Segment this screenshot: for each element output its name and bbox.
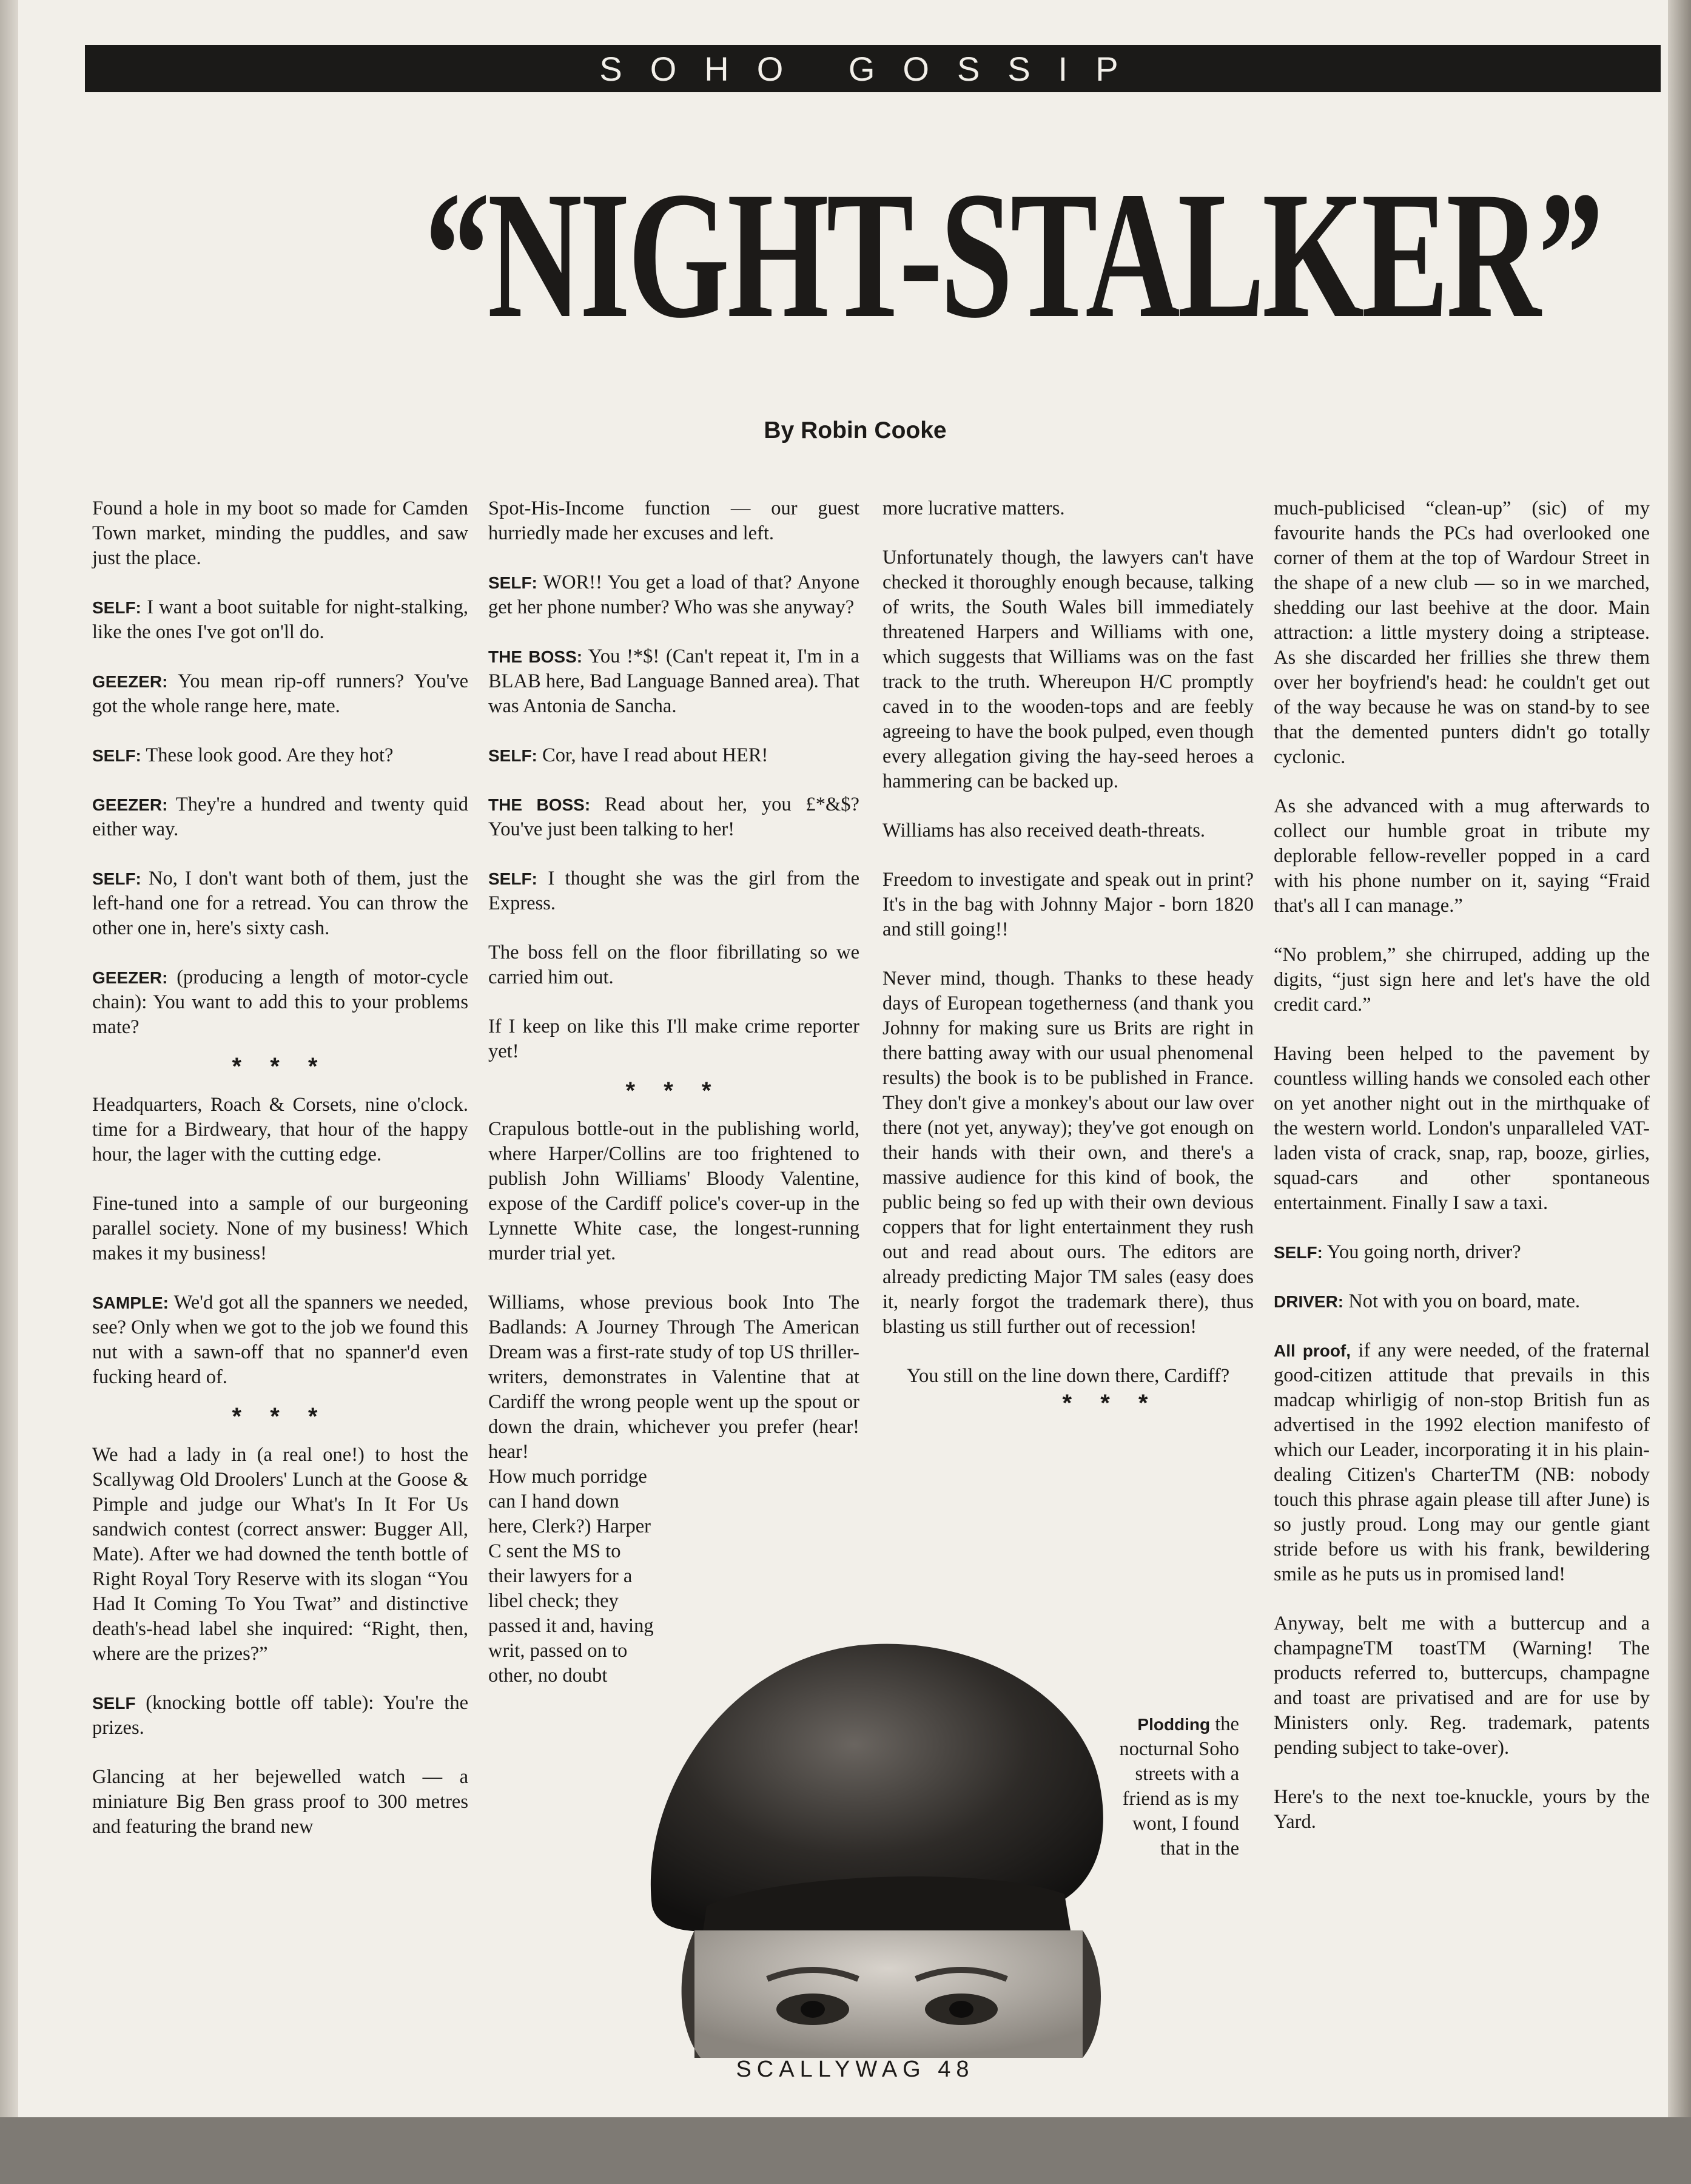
dialogue-line [92, 1290, 468, 1390]
column-1 [92, 496, 468, 1864]
dialogue-line [488, 570, 859, 620]
column-4 [1274, 496, 1650, 1859]
dialogue-text: Cor, have I read about HER! [537, 744, 768, 766]
speaker-label: SELF [92, 1694, 136, 1713]
speaker-label: THE BOSS: [488, 795, 591, 814]
speaker-label: SELF: [488, 746, 537, 765]
paragraph: Fine-tuned into a sample of our burgeoning parallel society. None of my business! Which makes it my business! [92, 1193, 468, 1264]
section-divider-stars: * * * [625, 1077, 722, 1104]
paragraph: Found a hole in my boot so made for Camden Town market, minding the puddles, and saw just the place. [92, 497, 468, 569]
paragraph: “No problem,” she chirruped, adding up the digits, “just sign here and let's have the old credit card.” [1274, 944, 1650, 1016]
paragraph: Anyway, belt me with a buttercup and a champagneTM toastTM (Warning! The products referred to, buttercups, champagne and toast are privatised and are for use by Ministers only. Reg. trademark, patents pending subject to take-over). [1274, 1613, 1650, 1759]
paragraph-wrapped-around-photo: How much porridge can I hand down here, Clerk?) Harper C sent the MS to their lawyers for a libel check; they passed it and, having writ, passed on to other, no doubt [488, 1466, 654, 1687]
speaker-label: Plodding [1137, 1715, 1211, 1734]
section-divider-stars: * * * [232, 1053, 329, 1080]
dialogue-text: You !*$! (Can't repeat it, I'm in a BLAB here, Bad Language Banned area). That was Antonia de Sancha. [488, 645, 859, 717]
paragraph: Here's to the next toe-knuckle, yours by the Yard. [1274, 1786, 1650, 1833]
dialogue-text: WOR!! You get a load of that? Anyone get her phone number? Who was she anyway? [488, 571, 859, 618]
paragraph: Never mind, though. Thanks to these heady days of European togetherness (and thank you Johnny for making sure us Brits are right in there batting away with our usual phenomenal results) the book is to be published in France. They don't give a monkey's about our law over there (not yet, anyway); they've got enough on their hands with their own, and there's a massive audience for this kind of book, the public being so fed up with their own devious coppers that for light entertainment they rush out and read about ours. The editors are already predicting Major TM sales (easy does it, nearly forgot the trademark there), thus blasting us still further out of recession! [882, 968, 1254, 1338]
photo-caption [1107, 1712, 1239, 1861]
speaker-label: SELF: [488, 573, 537, 592]
dialogue-text: We'd got all the spanners we needed, see? Only when we got to the job we found this nut with a sawn-off that no spanner'd even fucking heard of. [92, 1292, 468, 1388]
page-gutter [0, 0, 18, 2184]
speaker-label: SELF: [92, 598, 141, 617]
column-2 [488, 496, 859, 1713]
dialogue-text: I thought she was the girl from the Express. [488, 868, 859, 914]
dialogue-text: Read about her, you £*&$? You've just been talking to her! [488, 794, 859, 840]
paragraph-text: if any were needed, of the fraternal good-citizen attitude that prevails in this madcap whirligig of non-stop British fun as advertised in the 1992 election manifesto of which our Leader, incorporating it in his plain-dealing Citizen's CharterTM (NB: nobody touch this phrase again please till after June) is so justly proud. Long may our gentle giant stride before us with his frank, bewildering smile as he puts us in promised land! [1274, 1340, 1650, 1585]
paragraph: Glancing at her bejewelled watch — a miniature Big Ben grass proof to 300 metres and featuring the brand new [92, 1766, 468, 1838]
speaker-label: THE BOSS: [488, 647, 583, 666]
dialogue-line [1274, 1240, 1650, 1265]
dialogue-line [488, 792, 859, 842]
dialogue-text: They're a hundred and twenty quid either way. [92, 794, 468, 840]
page-binding-shadow [1668, 0, 1691, 2184]
paragraph: Williams, whose previous book Into The Badlands: A Journey Through The American Dream was a first-rate study of top US thriller-writers, demonstrates in Valentine that at Cardiff the wrong people went up the spout or down the drain, whichever you prefer (hear! hear! [488, 1292, 859, 1463]
dialogue-line [92, 669, 468, 719]
column-3 [882, 496, 1254, 1429]
dialogue-line [92, 595, 468, 645]
photo-illustration [603, 1591, 1125, 2058]
dialogue-text: These look good. Are they hot? [141, 744, 394, 766]
dialogue-line [92, 1691, 468, 1741]
speaker-label: SELF: [92, 869, 141, 888]
dialogue-line [488, 644, 859, 719]
scan-background [0, 2117, 1691, 2184]
dialogue-line [488, 866, 859, 916]
speaker-label: GEEZER: [92, 672, 168, 691]
paragraph: The boss fell on the floor fibrillating so we carried him out. [488, 942, 859, 988]
dialogue-line [92, 792, 468, 842]
caption-text: the nocturnal Soho streets with a friend as is my wont, I found that in the [1119, 1713, 1239, 1859]
dialogue-line [1274, 1289, 1650, 1314]
section-title: SOHO GOSSIP [599, 49, 1146, 88]
dialogue-text: (knocking bottle off table): You're the prizes. [92, 1692, 468, 1739]
dialogue-text: (producing a length of motor-cycle chain): You want to add this to your problems mate? [92, 966, 468, 1038]
speaker-label: SAMPLE: [92, 1293, 169, 1312]
speaker-label: DRIVER: [1274, 1292, 1344, 1311]
lead-in-label: All proof, [1274, 1341, 1351, 1360]
speaker-label: GEEZER: [92, 795, 168, 814]
dialogue-text: You mean rip-off runners? You've got the whole range here, mate. [92, 670, 468, 717]
dialogue-text: Not with you on board, mate. [1343, 1290, 1581, 1312]
speaker-label: GEEZER: [92, 968, 168, 987]
cap-wearing-man-photo [603, 1591, 1125, 2058]
headline: “NIGHT-STALKER” [425, 154, 1601, 356]
paragraph: Freedom to investigate and speak out in print? It's in the bag with Johnny Major - born 1820 and still going!! [882, 869, 1254, 940]
dialogue-line [92, 743, 468, 768]
section-banner [85, 45, 1661, 92]
speaker-label: SELF: [488, 869, 537, 888]
speaker-label: SELF: [1274, 1243, 1323, 1262]
paragraph: We had a lady in (a real one!) to host the Scallywag Old Droolers' Lunch at the Goose & Pimple and judge our What's In It For Us sandwich contest (correct answer: Bugger All, Mate). After we had downed the tenth bottle of Right Royal Tory Reserve with its slogan “You Had It Coming To You Twat” and distinctive death's-head label she inquired: “Right, then, where are the prizes?” [92, 1444, 468, 1665]
paragraph: Unfortunately though, the lawyers can't have checked it thoroughly enough because, talking of writs, the South Wales bill immediately threatened Harpers and Williams with one, which suggests that Williams was on the fast track to the truth. Whereupon H/C promptly caved in to the wooden-tops and are feebly agreeing to have the book pulped, even though every allegation giving the hay-seed heroes a hammering can be backed up. [882, 547, 1254, 792]
section-divider-stars: * * * [232, 1403, 329, 1430]
paragraph: You still on the line down there, Cardiff? [906, 1365, 1230, 1387]
paragraph: Crapulous bottle-out in the publishing world, where Harper/Collins are too frightened to publish John Williams' Bloody Valentine, expose of the Cardiff police's cover-up in the Lynnette White case, the longest-running murder trial yet. [488, 1118, 859, 1264]
dialogue-line [488, 743, 859, 768]
speaker-label: SELF: [92, 746, 141, 765]
paragraph: more lucrative matters. [882, 497, 1065, 519]
dialogue-line [92, 866, 468, 941]
page-footer: SCALLYWAG 48 [736, 2057, 975, 2082]
dialogue-text: I want a boot suitable for night-stalking, like the ones I've got on'll do. [92, 596, 468, 643]
paragraph: much-publicised “clean-up” (sic) of my favourite hands the PCs had overlooked one corner of them at the top of Wardour Street in the shape of a new club — so in we marched, shedding our last beehive at the door. Main attraction: a little mystery doing a striptease. As she discarded her frillies she threw them over her boyfriend's head: he couldn't get out of the way because he was on stand-by to see that the demented punters didn't go totally cyclonic. [1274, 497, 1650, 768]
paragraph: Having been helped to the pavement by countless willing hands we consoled each other on yet another night out in the mirthquake of the western world. London's unparalleled VAT-laden vista of crack, snap, rap, booze, girlies, squad-cars and other spontaneous entertainment. Finally I saw a taxi. [1274, 1043, 1650, 1214]
paragraph [1274, 1338, 1650, 1587]
dialogue-line [92, 965, 468, 1040]
dialogue-text: No, I don't want both of them, just the left-hand one for a retread. You can throw the other one in, here's sixty cash. [92, 868, 468, 939]
paragraph: Williams has also received death-threats. [882, 820, 1206, 841]
paragraph: Spot-His-Income function — our guest hurriedly made her excuses and left. [488, 497, 859, 544]
paragraph: Headquarters, Roach & Corsets, nine o'clock. time for a Birdweary, that hour of the happy hour, the lager with the cutting edge. [92, 1094, 468, 1165]
paragraph: If I keep on like this I'll make crime reporter yet! [488, 1016, 859, 1062]
section-divider-stars: * * * [1062, 1390, 1159, 1417]
byline: By Robin Cooke [764, 417, 947, 443]
paragraph: As she advanced with a mug afterwards to collect our humble groat in tribute my deplorable fellow-reveller popped in a card with his phone number on it, saying “Fraid that's all I can manage.” [1274, 795, 1650, 917]
dialogue-text: You going north, driver? [1322, 1241, 1521, 1263]
